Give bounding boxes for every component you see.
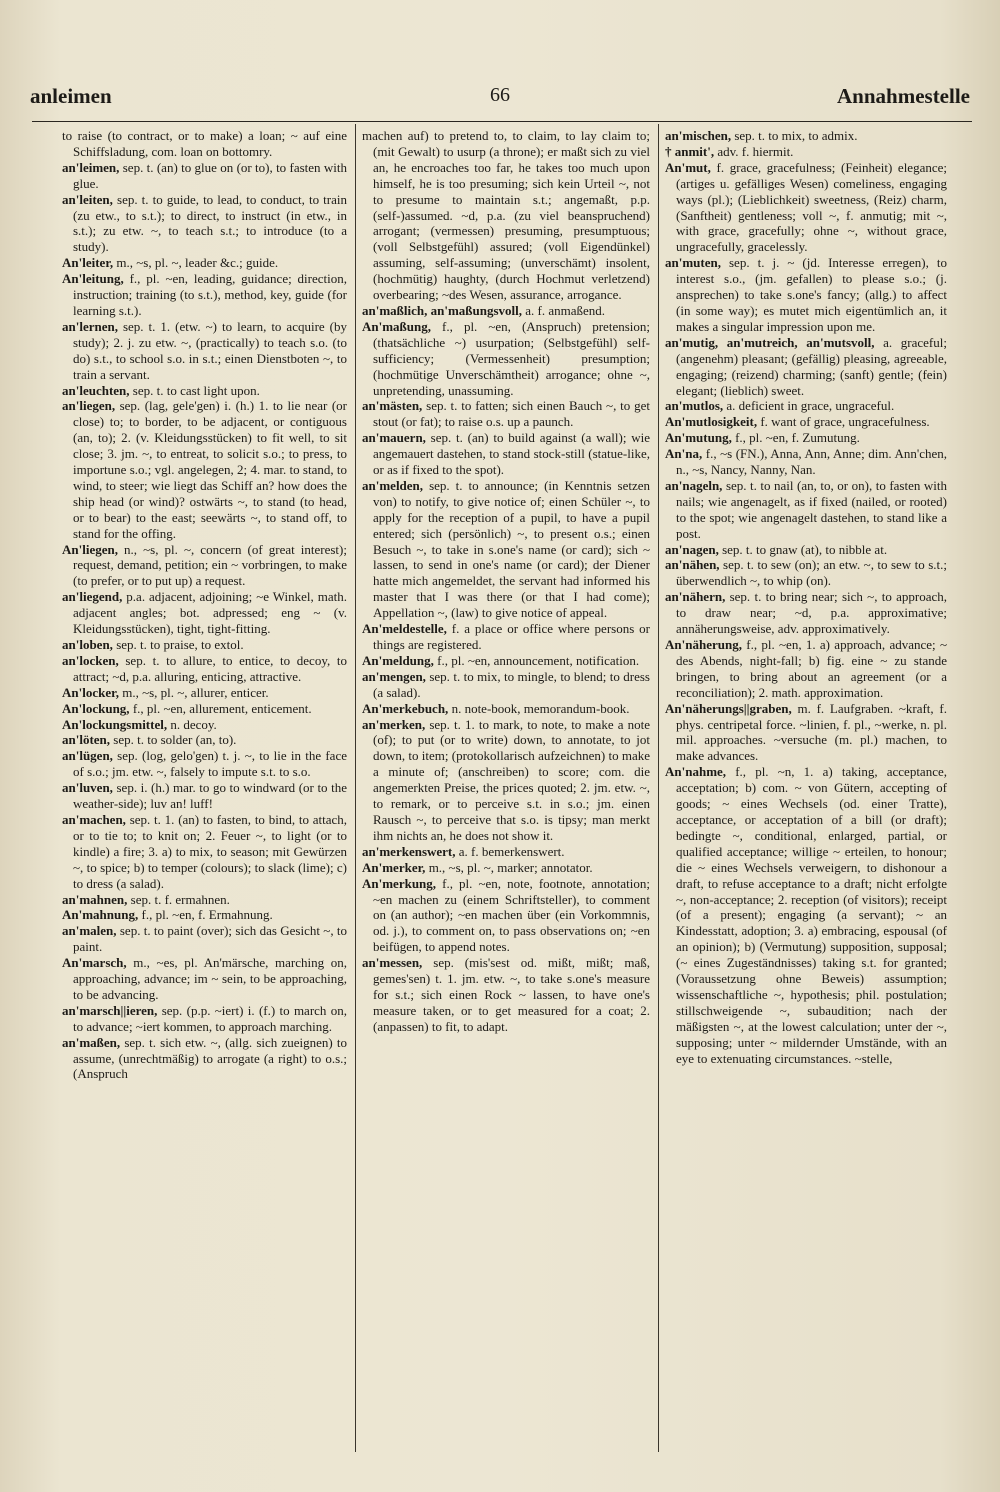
dictionary-entry [62,1003,347,1035]
dictionary-entry [665,589,947,637]
entry-headword: An'mut, [665,159,711,175]
dictionary-entry [362,669,650,701]
entry-headword: An'merkebuch, [362,700,449,716]
dictionary-entry [62,383,347,399]
entry-headword: † anmit', [665,143,715,159]
dictionary-entry [665,335,947,399]
dictionary-entry [362,876,650,956]
dictionary-entry [62,892,347,908]
dictionary-entry [665,701,947,765]
entry-headword: an'nähern, [665,589,726,605]
dictionary-entry [62,780,347,812]
entry-headword: an'maßlich, an'maßungsvoll, [362,302,523,318]
dictionary-entry [362,844,650,860]
entry-definition: sep. t. to nail (an, to, or on), to fasten with nails; wie angenagelt, as if fixed (nailed, or rooted) to the spot; wie angenagelt dastehen, to stand like a post. [676,477,947,541]
entry-definition: a. f. anmaßend. [522,302,606,318]
column-3 [665,128,947,1472]
dictionary-entry [62,732,347,748]
dictionary-entry [362,621,650,653]
entry-definition: m., ~es, pl. An'märsche, marching on, approaching, advance; im ~ sein, to be approaching, to be advancing. [73,955,347,1002]
dictionary-entry [62,653,347,685]
dictionary-entry [62,637,347,653]
entry-definition: to raise (to contract, or to make) a loan; ~ auf eine Schiffsladung, com. loan on bottomry. [62,128,347,159]
dictionary-entry [62,255,347,271]
dictionary-entry [62,271,347,319]
dictionary-entry [62,128,347,160]
entry-headword: an'messen, [362,955,423,971]
entry-definition: sep. t. to paint (over); sich das Gesicht ~, to paint. [73,923,347,955]
entry-headword: an'malen, [62,923,117,939]
entry-headword: An'mutlosigkeit, [665,414,758,430]
entry-definition: sep. t. to mix, to mingle, to blend; to dress (a salad). [373,668,650,700]
dictionary-entry [62,812,347,892]
entry-definition: f. grace, gracefulness; (Feinheit) elegance; (artiges u. gefälliges Wesen) comeliness, engaging ways (pl.); (Lieblichkeit) sweetness, (Reiz) charm, (Sanftheit) gentleness; voll ~, f. anmutig; mit ~, with grace, gracefully; ohne ~, without grace, ungracefully, gracelessly. [676,159,947,255]
entry-definition: sep. (lag, gele'gen) i. (h.) 1. to lie near (or close) to; to border, to be adjacent, or contiguous (an, to); 2. (v. Kleidungsstücken) to fit well, to sit close; 3. jm. ~, to entreat, to solicit s.o.; to press, to importune s.o.; vgl. angelegen, 2; 4. mar. to stand, to wind, to steer; wie liegt das Schiff an? how does the ship head (or wind)? ostwärts ~, to stand (to head, or to bear) to the east; seewärts ~, to stand off, to stand for the offing. [73,398,347,541]
entry-definition: f. want of grace, ungracefulness. [757,414,930,430]
entry-definition: m., ~s, pl. ~, leader &c.; guide. [113,255,279,271]
entry-headword: An'mahnung, [62,907,139,923]
dictionary-entry [62,748,347,780]
dictionary-entry [665,255,947,335]
dictionary-entry [62,542,347,590]
entry-headword: an'locken, [62,652,119,668]
dictionary-entry [362,303,650,319]
entry-headword: An'locker, [62,684,119,700]
entry-definition: f., pl. ~en, (Anspruch) pretension; (thatsächliche ~) usurpation; (Selbstgefühl) self-sufficiency; (Vermessenheit) presumption; (hochmütige Unverschämtheit) arrogance; ohne ~, unpretending, unassuming. [373,318,650,398]
entry-definition: sep. t. (an) to glue on (or to), to fasten with glue. [73,159,347,191]
entry-definition: n. decoy. [167,716,217,732]
entry-headword: An'merker, [362,859,426,875]
entry-definition: f., pl. ~en, note, footnote, annotation; ~en machen zu (einem Schriftsteller), to comment on (an author); ~en machen über (ein Vorkommnis, od. j.), to comment on, to pass observations on; ~en beifügen, to append notes. [373,875,650,955]
entry-definition: sep. t. to announce; (in Kenntnis setzen von) to notify, to give notice of; einen Schüler ~, to apply for the reception of a pupil, to have a pupil entered; sich (persönlich) ~, to present o.s.; einen Besuch ~, to take in s.one's name (or card); sich ~ lassen, to send in one's name (or card); der Diener hatte mich angemeldet, the servant had informed his master that I was there (or that I had come); Appellation ~, (law) to give notice of appeal. [373,477,650,621]
entry-headword: An'merkung, [362,875,437,891]
entry-definition: f. a place or office where persons or things are registered. [373,621,650,652]
entry-headword: an'mahnen, [62,891,128,907]
dictionary-entry [665,542,947,558]
entry-headword: An'lockungsmittel, [62,716,168,732]
entry-definition: sep. t. to guide, to lead, to conduct, to train (zu etw., to s.t.); to direct, to instruct (in etw., in s.t.); zu etw. ~, to teach s.t.; to introduce (to a study). [73,191,347,255]
entry-definition: sep. t. to cast light upon. [129,382,260,398]
entry-headword: an'lernen, [62,318,118,334]
entry-headword: an'leiten, [62,191,113,207]
entry-headword: An'na, [665,446,703,462]
entry-headword: an'liegen, [62,398,116,414]
dictionary-entry [62,907,347,923]
entry-headword: an'machen, [62,811,126,827]
entry-headword: an'marsch||ieren, [62,1002,158,1018]
dictionary-entry [62,398,347,541]
entry-definition: sep. (p.p. ~iert) i. (f.) to march on, to advance; ~iert kommen, to approach marching. [73,1002,347,1034]
entry-headword: an'loben, [62,637,113,652]
entry-definition: sep. t. to sew (on); an etw. ~, to sew to s.t.; überwendlich ~, to whip (on). [676,557,947,589]
entry-definition: f., pl. ~en, 1. a) approach, advance; ~ des Abends, night-fall; b) fig. eine ~ zu stande bringen, to bring about an agreement (or a reconciliation); 2. math. approximation. [676,637,947,700]
dictionary-entry [362,653,650,669]
entry-definition: f., pl. ~en, announcement, notification. [433,652,640,668]
dictionary-entry [665,128,947,144]
entry-headword: an'nagen, [665,541,719,557]
entry-definition: adv. f. hiermit. [714,143,794,159]
entry-definition: f., pl. ~en, allurement, enticement. [129,700,312,716]
entry-headword: An'näherungs||graben, [665,700,792,716]
entry-headword: An'mutung, [665,430,732,446]
entry-definition: sep. t. to allure, to entice, to decoy, to attract; ~d, p.a. alluring, enticing, attractive. [73,652,347,684]
dictionary-entry [665,764,947,1066]
entry-headword: an'mästen, [362,398,423,414]
entry-headword: an'löten, [62,732,111,748]
entry-headword: an'nähen, [665,557,720,573]
entry-headword: An'näherung, [665,637,742,652]
dictionary-entry [62,192,347,256]
entry-headword: An'meldung, [362,652,434,668]
entry-definition: f., pl. ~en, f. Ermahnung. [138,907,273,923]
dictionary-entry [665,160,947,255]
entry-definition: sep. t. (an) to build against (a wall); wie angemauert dastehen, to stand stock-still (statue-like, or as if fixed to the spot). [373,430,650,478]
dictionary-entry [362,128,650,303]
entry-headword: an'mutig, an'mutreich, an'mutsvoll, [665,334,875,350]
entry-headword: an'muten, [665,255,721,271]
column-divider-1 [355,124,356,1452]
dictionary-entry [362,398,650,430]
entry-definition: f., pl. ~en, f. Zumutung. [731,430,860,446]
header-left-guideword: anleimen [30,84,112,108]
column-2 [362,128,650,1472]
dictionary-entry [62,589,347,637]
entry-definition: n. note-book, memorandum-book. [448,700,630,716]
entry-definition: f., pl. ~n, 1. a) taking, acceptance, acceptation; b) com. ~ von Gütern, accepting of goods; ~ eines Wechsels (od. einer Tratte), acceptance, or acceptation of a bill (or draft); bedingte ~, conditional, enlarged, partial, or qualified acceptance; willige ~ erteilen, to honour; die ~ eines Wechsels verweigern, to dishonour a draft, to refuse acceptance to a draft; nicht erfolgte ~, non-acceptance; 2. reception (of visitors); receipt (of a present); engaging (a servant); ~ an Kindesstatt, adoption; 3. a) embracing, espousal (of an opinion); b) (Vermutung) supposition, supposal; (~ eines Zugeständnisses) taking s.t. for granted; (Voraussetzung ohne Beweis) assumption; wissenschaftliche ~, hypothesis; phil. postulation; stillschweigende ~, subaudition; nach der mäßigsten ~, at the lowest calculation; unter der ~, supposing; unter ~ mildernder Umstände, with an eye to extenuating circumstances. ~stelle, [676,764,947,1066]
dictionary-entry [362,478,650,621]
dictionary-entry [665,414,947,430]
entry-headword: an'melden, [362,477,424,493]
header-rule [32,121,972,122]
entry-definition: sep. (log, gelo'gen) t. j. ~, to lie in the face of s.o.; jm. etw. ~, falsely to impute s.t. to s.o. [73,748,347,780]
dictionary-entry [665,144,947,160]
entry-definition: sep. i. (h.) mar. to go to windward (or to the weather-side); luv an! luff! [73,780,347,812]
entry-headword: an'lügen, [62,748,113,764]
entry-headword: An'lockung, [62,700,130,716]
entry-headword: an'leuchten, [62,382,130,398]
dictionary-entry [62,685,347,701]
entry-definition: sep. t. to fatten; sich einen Bauch ~, to get stout (or fat); to raise o.s. up a paunch. [373,398,650,430]
entry-headword: an'leimen, [62,159,120,175]
entry-definition: sep. t. 1. (etw. ~) to learn, to acquire (by study); 2. j. zu etw. ~, (practically) to teach s.o. (to do) s.t., to school s.o. in s.t.; einen Dienstboten ~, to train a servant. [73,318,347,382]
entry-headword: an'luven, [62,780,113,796]
dictionary-entry [62,160,347,192]
entry-headword: An'liegen, [62,541,118,557]
dictionary-entry [362,955,650,1035]
entry-definition: sep. t. to bring near; sich ~, to approach, to draw near; ~d, p.a. approximative; annäherungsweise, adv. approximatively. [676,589,947,637]
entry-headword: an'merkenswert, [362,843,456,859]
dictionary-entry [62,319,347,383]
entry-headword: An'leitung, [62,271,124,287]
entry-headword: an'mischen, [665,128,732,143]
dictionary-entry [62,717,347,733]
header-right-guideword: Annahmestelle [837,84,970,108]
dictionary-entry [665,430,947,446]
entry-definition: machen auf) to pretend to, to claim, to lay claim to; (mit Gewalt) to usurp (a throne); er maßt sich zu viel an, he encroaches too far, he takes too much upon himself, he is too presuming; sich kein Urteil ~, not to presume to maintain s.t.; angemaßt, p.p. (self-)assumed. ~d, p.a. (zu viel beanspruchend) arrogant; (vermessen) presuming, presumptuous; (voll Selbstgefühl) assured; (voll Eigendünkel) assuming, self-assuming; (unverschämt) insolent, (hochmütig) haughty, (durch Hochmut verletzend) overbearing; ~des Wesen, assurance, arrogance. [362,128,650,303]
entry-headword: an'nageln, [665,477,723,493]
dictionary-entry [665,398,947,414]
dictionary-entry [665,557,947,589]
entry-definition: sep. t. sich etw. ~, (allg. sich zueignen) to assume, (unrechtmäßig) to arrogate (a right) to o.s.; (Anspruch [73,1034,347,1082]
column-1 [62,128,347,1472]
entry-definition: sep. t. 1. to mark, to note, to make a note (of); to put (or to write) down, to annotate, to jot down, to item; (protokollarisch aufzeichnen) to make a minute of; (anschreiben) to score; com. die angemerkten Preise, the prices quoted; 2. jm. etw. ~, to remark, or to perceive s.t. in s.o.; jm. einen Rausch ~, to perceive that s.o. is tipsy; man merkt ihm nichts an, he does not show it. [373,716,650,843]
entry-definition: sep. t. to solder (an, to). [110,732,237,748]
running-header [30,84,970,114]
entry-headword: an'maßen, [62,1034,121,1050]
entry-definition: m. f. Laufgraben. ~kraft, f. phys. centripetal force. ~linien, f. pl., ~werke, n. pl. mil. approaches. ~versuche (m. pl.) machen, to make advances. [676,700,947,764]
entry-definition: sep. t. to praise, to extol. [112,637,244,652]
dictionary-entry [362,860,650,876]
entry-headword: An'nahme, [665,764,727,780]
entry-definition: sep. (mis'sest od. mißt, mißt; maß, gemes'sen) t. 1. jm. etw. ~, to take s.one's measure for s.t.; sich einen Rock ~ lassen, to have one's measure taken, or to get measured for a coat; 2. (anpassen) to fit, to adapt. [373,955,650,1034]
dictionary-entry [62,955,347,1003]
entry-definition: sep. t. to gnaw (at), to nibble at. [718,541,888,557]
entry-definition: sep. t. to mix, to admix. [731,128,858,143]
dictionary-entry [362,430,650,478]
entry-headword: An'meldestelle, [362,621,447,637]
entry-definition: a. deficient in grace, ungraceful. [723,398,895,414]
entry-definition: sep. t. f. ermahnen. [127,891,230,907]
entry-definition: m., ~s, pl. ~, allurer, enticer. [118,684,269,700]
dictionary-entry [665,446,947,478]
entry-headword: an'mengen, [362,668,426,684]
dictionary-entry [362,701,650,717]
dictionary-entry [62,701,347,717]
entry-headword: An'leiter, [62,255,114,271]
entry-definition: n., ~s, pl. ~, concern (of great interest); request, demand, petition; ein ~ vorbringen, to make (to prefer, or to put up) a request. [73,541,347,589]
entry-headword: an'liegend, [62,589,123,605]
dictionary-entry [362,717,650,844]
entry-definition: f., pl. ~en, leading, guidance; direction, instruction; training (to s.t.), method, key, guide (for learning s.t.). [73,271,347,318]
entry-definition: p.a. adjacent, adjoining; ~e Winkel, math. adjacent angles; bot. adpressed; eng ~ (v. Kleidungsstücken), tight, tight-fitting. [73,589,347,637]
entry-headword: An'maßung, [362,318,431,334]
entry-headword: an'mutlos, [665,398,724,414]
entry-definition: sep. t. 1. (an) to fasten, to bind, to attach, or to tie to; to knit on; 2. Feuer ~, to light (or to kindle) a fire; 3. a) to mix, to season; mit Gewürzen ~, to spice; b) to temper (colours); to slack (lime); c) to dress (a salad). [73,811,347,891]
entry-definition: m., ~s, pl. ~, marker; annotator. [425,859,593,875]
dictionary-entry [362,319,650,399]
entry-headword: an'mauern, [362,430,426,446]
entry-definition: sep. t. j. ~ (jd. Interesse erregen), to interest s.o., (jm. gefallen) to please s.o.; (j. ansprechen) to take s.one's fancy; (allg.) to affect (in some way); es mutet mich eigentümlich an, it makes a singular impression upon me. [676,255,947,334]
dictionary-entry [665,478,947,542]
page-number: 66 [490,84,510,106]
dictionary-entry [665,637,947,701]
entry-headword: An'marsch, [62,955,127,971]
dictionary-entry [62,923,347,955]
dictionary-entry [62,1035,347,1083]
entry-definition: f., ~s (FN.), Anna, Ann, Anne; dim. Ann'chen, n., ~s, Nancy, Nanny, Nan. [676,446,947,478]
entry-definition: a. graceful; (angenehm) pleasant; (gefällig) pleasing, agreeable, engaging; (reizend) charming; (sanft) gentle; (fein) elegant; (lieblich) sweet. [676,334,947,398]
entry-headword: an'merken, [362,716,426,732]
column-divider-2 [658,124,659,1452]
entry-definition: a. f. bemerkenswert. [455,843,565,859]
